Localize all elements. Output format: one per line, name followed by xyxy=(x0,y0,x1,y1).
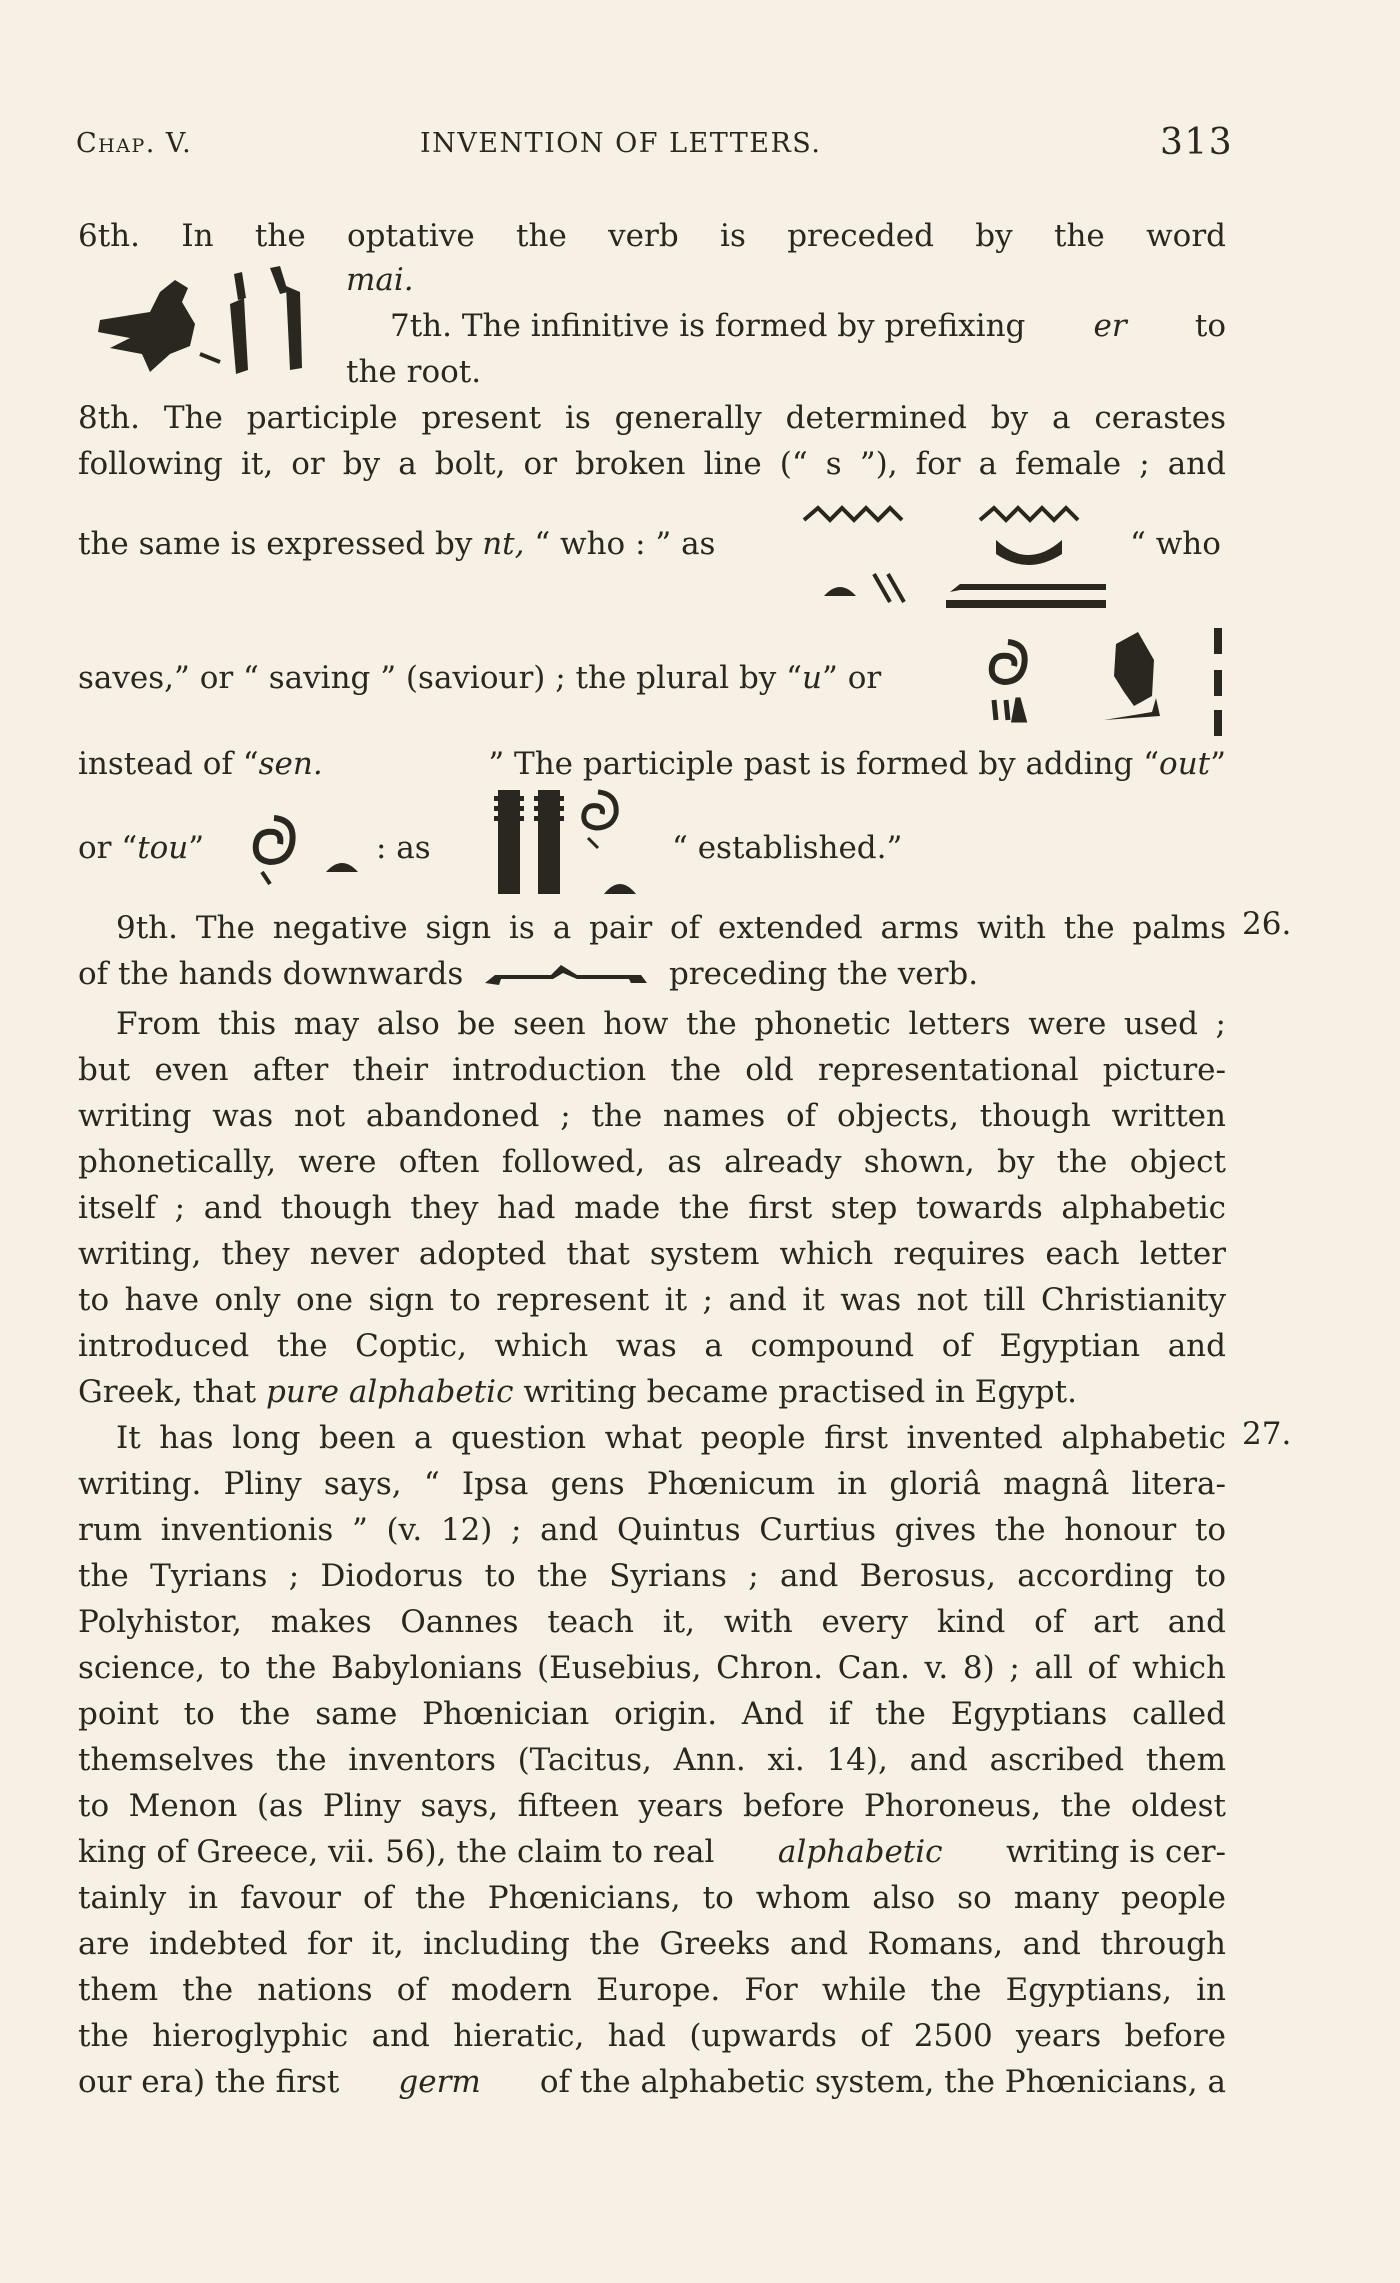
rule-7-line xyxy=(390,304,1226,348)
running-title: INVENTION OF LETTERS. xyxy=(420,128,822,159)
rule-7-text: 7th. The infinitive is formed by prefixing xyxy=(390,308,1026,344)
body-line: Polyhistor, makes Oannes teach it, with every kind of art and xyxy=(78,1604,1226,1640)
quail-chick-hieroglyph-icon xyxy=(984,636,1034,726)
page-number: 313 xyxy=(1160,122,1234,163)
rule-8-line-5 xyxy=(78,742,1226,786)
body-line-greek xyxy=(78,1370,1226,1414)
text-segment xyxy=(488,742,1226,786)
body-line: to have only one sign to represent it ; and it was not till Christianity xyxy=(78,1282,1226,1318)
word-out: out xyxy=(1159,746,1211,782)
word-mai: mai. xyxy=(346,262,414,298)
body-line: to Menon (as Pliny says, fifteen years before Phoroneus, the oldest xyxy=(78,1788,1226,1824)
owl-and-reeds-hieroglyph-icon xyxy=(90,262,330,382)
chapter-heading: Chap. V. xyxy=(76,128,193,159)
rule-6-line: 6th. In the optative the verb is preceded by the word xyxy=(78,218,1226,254)
quote-established: “ established.” xyxy=(672,830,903,866)
margin-number-27: 27. xyxy=(1242,1416,1292,1452)
body-line-last xyxy=(78,2060,1226,2104)
body-line: writing. Pliny says, “ Ipsa gens Phœnicum in gloriâ magnâ litera- xyxy=(78,1466,1226,1502)
word-alphabetic: alphabetic xyxy=(777,1834,943,1870)
body-line: From this may also be seen how the phonetic letters were used ; xyxy=(116,1006,1226,1042)
text-segment: writing became practised in Egypt. xyxy=(523,1374,1077,1410)
body-line: itself ; and though they had made the first step towards alphabetic xyxy=(78,1190,1226,1226)
quail-chick-hieroglyph-icon xyxy=(248,810,378,890)
word-tou: tou xyxy=(137,830,189,866)
rule-9-line-2 xyxy=(78,952,1178,996)
letter-u: u xyxy=(802,660,822,696)
rule-9-line-1: 9th. The negative sign is a pair of extended arms with the palms xyxy=(116,910,1226,946)
text-segment: preceding the verb. xyxy=(668,956,979,992)
text-segment: of the hands downwards xyxy=(78,956,464,992)
bird-with-strokes-hieroglyph-icon xyxy=(1104,620,1234,740)
body-line: the hieroglyphic and hieratic, had (upwards of 2500 years before xyxy=(78,2018,1226,2054)
body-line: rum inventionis ” (v. 12) ; and Quintus Curtius gives the honour to xyxy=(78,1512,1226,1548)
text-segment: of the alphabetic system, the Phœnicians, a xyxy=(539,2064,1226,2100)
rule-7-er: er xyxy=(1093,308,1127,344)
phrase-pure-alphabetic: pure alphabetic xyxy=(266,1374,514,1410)
quote-who: “ who xyxy=(1130,526,1221,562)
rule-8-line-1: 8th. The participle present is generally determined by a cerastes xyxy=(78,400,1226,436)
body-line: but even after their introduction the old representational picture- xyxy=(78,1052,1226,1088)
body-line: point to the same Phœnician origin. And if the Egyptians called xyxy=(78,1696,1226,1732)
rule-7-continuation: the root. xyxy=(346,354,482,390)
text-segment: “ who : ” as xyxy=(534,526,716,562)
text-segment: instead of “ xyxy=(78,746,259,782)
body-line: themselves the inventors (Tacitus, Ann. xi. 14), and ascribed them xyxy=(78,1742,1226,1778)
body-line: phonetically, were often followed, as already shown, by the object xyxy=(78,1144,1226,1180)
water-basket-hieroglyph-icon xyxy=(800,500,1120,620)
body-line: writing was not abandoned ; the names of objects, though written xyxy=(78,1098,1226,1134)
text-segment: ” or xyxy=(822,660,882,696)
text-segment: our era) the first xyxy=(78,2064,340,2100)
body-line: them the nations of modern Europe. For while the Egyptians, in xyxy=(78,1972,1226,2008)
body-line: writing, they never adopted that system which requires each letter xyxy=(78,1236,1226,1272)
as-text: : as xyxy=(376,830,431,866)
text-segment: Greek, that xyxy=(78,1374,257,1410)
text-segment: the same is expressed by xyxy=(78,526,473,562)
word-nt: nt, xyxy=(482,526,525,562)
body-line: are indebted for it, including the Greeks and Romans, and through xyxy=(78,1926,1226,1962)
body-line: tainly in favour of the Phœnicians, to whom also so many people xyxy=(78,1880,1226,1916)
extended-arms-hieroglyph-icon xyxy=(481,961,651,991)
text-segment xyxy=(78,742,323,786)
rule-7-to: to xyxy=(1194,308,1226,344)
word-germ: germ xyxy=(398,2064,481,2100)
text-segment: king of Greece, vii. 56), the claim to real xyxy=(78,1834,715,1870)
body-line: science, to the Babylonians (Eusebius, Chron. Can. v. 8) ; all of which xyxy=(78,1650,1226,1686)
text-segment: saves,” or “ saving ” (saviour) ; the plural by “ xyxy=(78,660,803,696)
rule-8-line-4 xyxy=(78,656,1078,700)
text-segment: ” xyxy=(188,830,205,866)
text-segment: ” The participle past is formed by adding “ xyxy=(488,746,1160,782)
margin-number-26: 26. xyxy=(1242,906,1292,942)
word-sen: sen. xyxy=(258,746,323,782)
body-line: the Tyrians ; Diodorus to the Syrians ; and Berosus, according to xyxy=(78,1558,1226,1594)
djed-pillar-hieroglyph-icon xyxy=(494,786,654,896)
body-line: It has long been a question what people first invented alphabetic xyxy=(116,1420,1226,1456)
rule-8-line-3 xyxy=(78,522,798,566)
body-line: introduced the Coptic, which was a compound of Egyptian and xyxy=(78,1328,1226,1364)
text-segment: writing is cer- xyxy=(1006,1834,1226,1870)
text-segment: ” xyxy=(1210,746,1226,782)
rule-8-line-2: following it, or by a bolt, or broken line (“ s ”), for a female ; and xyxy=(78,446,1226,482)
body-line-king xyxy=(78,1830,1226,1874)
text-segment: or “ xyxy=(78,830,138,866)
